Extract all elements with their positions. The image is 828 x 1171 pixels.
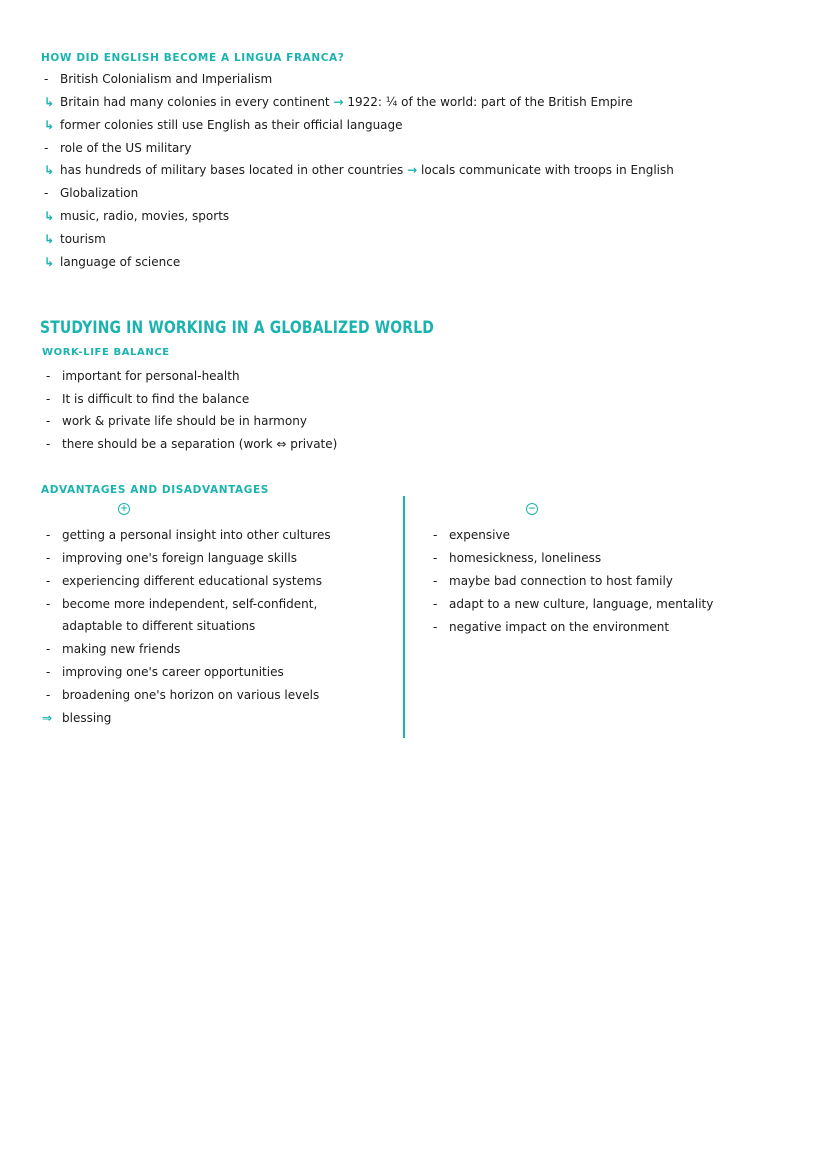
hook-arrow-icon: ↳ bbox=[44, 118, 55, 132]
conclusion: ⇒ blessing bbox=[42, 711, 112, 725]
list-item: - homesickness, loneliness bbox=[433, 551, 602, 565]
list-item: - important for personal-health bbox=[46, 369, 240, 383]
arrow-right-icon: → bbox=[333, 95, 344, 109]
hook-arrow-icon: ↳ bbox=[44, 232, 55, 246]
list-item: ↳ tourism bbox=[44, 232, 106, 246]
section2-subtitle: WORK-LIFE BALANCE bbox=[42, 347, 170, 358]
hook-arrow-icon: ↳ bbox=[44, 95, 55, 109]
hook-arrow-icon: ↳ bbox=[44, 255, 55, 269]
arrow-right-icon: → bbox=[407, 163, 418, 177]
list-item: - role of the US military bbox=[44, 141, 192, 155]
plus-circle-icon: + bbox=[118, 503, 130, 515]
list-item: - adapt to a new culture, language, mentality bbox=[433, 597, 714, 611]
hook-arrow-icon: ↳ bbox=[44, 163, 55, 177]
list-item: ↳ music, radio, movies, sports bbox=[44, 209, 230, 223]
list-item: - improving one's foreign language skills bbox=[46, 551, 297, 565]
column-divider bbox=[403, 496, 405, 738]
list-item: ↳ former colonies still use English as their official language bbox=[44, 118, 403, 132]
list-item: - Globalization bbox=[44, 186, 139, 200]
section1-title: HOW DID ENGLISH BECOME A LINGUA FRANCA? bbox=[41, 52, 345, 64]
section2-title: STUDYING IN WORKING IN A GLOBALIZED WORLD bbox=[40, 318, 434, 338]
list-item-continuation: adaptable to different situations bbox=[62, 619, 256, 633]
minus-circle-icon: − bbox=[526, 503, 538, 515]
list-item: ↳ Britain had many colonies in every continent → 1922: ¼ of the world: part of the British Empire bbox=[44, 95, 633, 109]
list-item: - It is difficult to find the balance bbox=[46, 392, 250, 406]
hook-arrow-icon: ↳ bbox=[44, 209, 55, 223]
list-item: - British Colonialism and Imperialism bbox=[44, 72, 273, 86]
list-item: - maybe bad connection to host family bbox=[433, 574, 673, 588]
double-arrow-icon: ⇒ bbox=[42, 711, 53, 725]
section3-title: ADVANTAGES AND DISADVANTAGES bbox=[41, 484, 269, 496]
list-item: - work & private life should be in harmony bbox=[46, 414, 307, 428]
list-item: ↳ has hundreds of military bases located in other countries → locals communicate with troops in English bbox=[44, 163, 674, 177]
list-item: - negative impact on the environment bbox=[433, 620, 670, 634]
list-item: - experiencing different educational systems bbox=[46, 574, 322, 588]
list-item: - improving one's career opportunities bbox=[46, 665, 284, 679]
list-item: - broadening one's horizon on various levels bbox=[46, 688, 320, 702]
list-item: ↳ language of science bbox=[44, 255, 181, 269]
list-item: - expensive bbox=[433, 528, 510, 542]
list-item: - making new friends bbox=[46, 642, 181, 656]
list-item: - become more independent, self-confident, bbox=[46, 597, 318, 611]
list-item: - there should be a separation (work ⇔ private) bbox=[46, 437, 338, 451]
list-item: - getting a personal insight into other cultures bbox=[46, 528, 331, 542]
